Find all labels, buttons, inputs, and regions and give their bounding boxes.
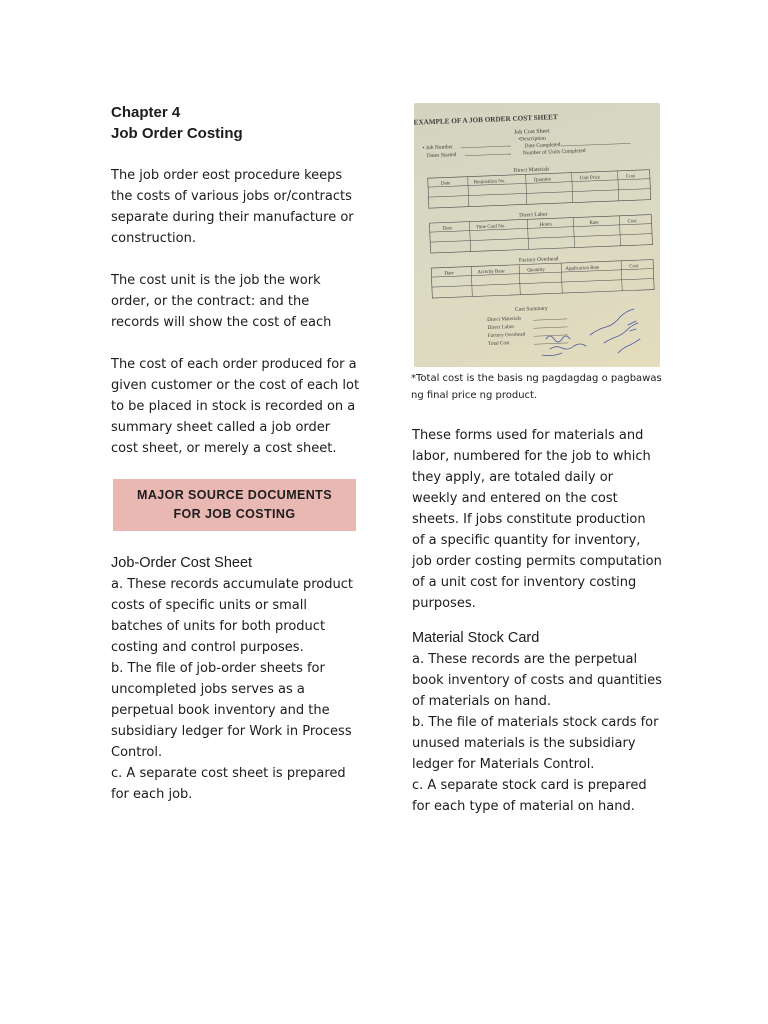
intro-paragraph: The cost of each order produced for a given customer or the cost of each lot to be placed in stock is recorded on a summary sheet called a job order cost sheet, or merely a cost sheet. [111,357,360,456]
job-order-cost-sheet-photo [414,103,660,367]
forms-paragraph: These forms used for materials and labor, numbered for the job to which they apply, are totaled daily or weekly and entered on the cost sheets. If jobs constitute production of a specific quantity for inventory, job order costing permits computation of a unit cost for inventory costing purposes. [412,428,662,611]
photo-caption: *Total cost is the basis ng pagdagdag o pagbawas ng final price ng product. [411,373,662,401]
chapter-number: Chapter 4 [111,104,181,121]
list-item: c. A separate stock card is prepared for each type of material on hand. [412,778,647,814]
list-item: c. A separate cost sheet is prepared for each job. [111,766,346,802]
list-item: b. The file of job-order sheets for uncompleted jobs serves as a perpetual book inventory and the subsidiary ledger for Work in Process Control. [111,661,352,760]
list-item: a. These records accumulate product costs of specific units or small batches of units for both product costing and control purposes. [111,577,353,655]
callout-line: MAJOR SOURCE DOCUMENTS [137,488,332,502]
left-column [111,102,361,459]
intro-paragraph: The cost unit is the job the work order, or the contract: and the records will show the cost of each [111,273,332,330]
material-stock-card-section [412,627,662,817]
job-order-cost-sheet-section [111,552,361,805]
intro-paragraph: The job order eost procedure keeps the costs of various jobs or/contracts separate during their manufacture or construction. [111,168,354,246]
major-source-documents-callout [113,479,356,531]
list-item: a. These records are the perpetual book inventory of costs and quantities of materials on hand. [412,652,662,709]
chapter-title: Job Order Costing [111,125,243,142]
section-heading: Material Stock Card [412,630,540,646]
cost-sheet-illustration [414,103,660,367]
callout-line: FOR JOB COSTING [173,507,296,521]
section-heading: Job-Order Cost Sheet [111,555,253,571]
forms-paragraph-block [412,425,662,614]
list-item: b. The file of materials stock cards for unused materials is the subsidiary ledger for Materials Control. [412,715,659,772]
